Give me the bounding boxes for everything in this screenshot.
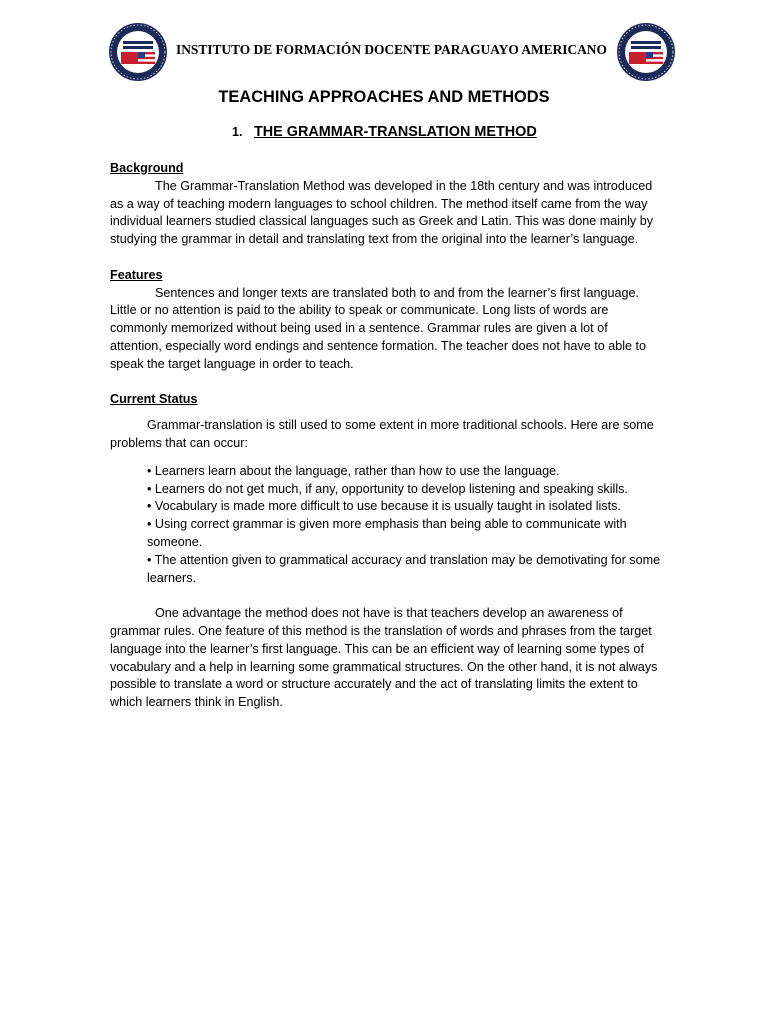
section-title-text: THE GRAMMAR-TRANSLATION METHOD xyxy=(254,124,537,140)
list-item: • Learners do not get much, if any, opportunity to develop listening and speaking skills. xyxy=(147,481,628,496)
list-item: • Learners learn about the language, rather than how to use the language. xyxy=(147,463,560,478)
current-status-intro: Grammar-translation is still used to some extent in more traditional schools. Here are some problems that can occur: xyxy=(110,418,654,450)
institute-name: INSTITUTO DE FORMACIÓN DOCENTE PARAGUAYO AMERICANO xyxy=(176,42,607,57)
institute-seal-icon xyxy=(616,22,676,82)
closing-paragraph: One advantage the method does not have is that teachers develop an awareness of grammar rules. One feature of this method is the translation of words and phrases from the target language into the learner’s first language. This can be an efficient way of learning some types of vocabulary and a help in learning some grammatical structures. On the other hand, it is not always possible to translate a word or structure accurately and the act of translating limits the extent to which learners think in English. xyxy=(110,606,658,710)
document-body xyxy=(110,160,662,712)
list-item: • Using correct grammar is given more emphasis than being able to communicate with someone. xyxy=(147,517,627,549)
section-title xyxy=(232,124,537,140)
section-number: 1. xyxy=(232,125,243,139)
background-heading: Background xyxy=(110,161,184,175)
institute-seal-icon xyxy=(108,22,168,82)
institute-logo-left xyxy=(108,22,168,82)
institute-logo-right xyxy=(616,22,676,82)
background-paragraph: The Grammar-Translation Method was developed in the 18th century and was introduced as a way of teaching modern languages to school children. The method itself came from the way individual learners studied classical languages such as Greek and Latin. This was done mainly by studying the grammar in detail and translating text from the original into the learner’s language. xyxy=(110,178,654,247)
list-item: • The attention given to grammatical accuracy and translation may be demotivating for some learners. xyxy=(147,552,661,585)
list-item: • Vocabulary is made more difficult to use because it is usually taught in isolated lists. xyxy=(147,499,621,514)
document-title: TEACHING APPROACHES AND METHODS xyxy=(218,88,550,106)
problems-list xyxy=(110,463,662,588)
features-heading: Features xyxy=(110,267,163,282)
features-paragraph: Sentences and longer texts are translated both to and from the learner’s first language. Little or no attention is paid to the ability to speak or communicate. Long lists of words are commonly memorized without being used in a sentence. Grammar rules are given a lot of attention, especially word endings and sentence formation. The teacher does not have to able to speak the target language in order to teach. xyxy=(110,285,647,371)
current-status-heading: Current Status xyxy=(110,392,198,407)
document-header xyxy=(0,0,768,84)
